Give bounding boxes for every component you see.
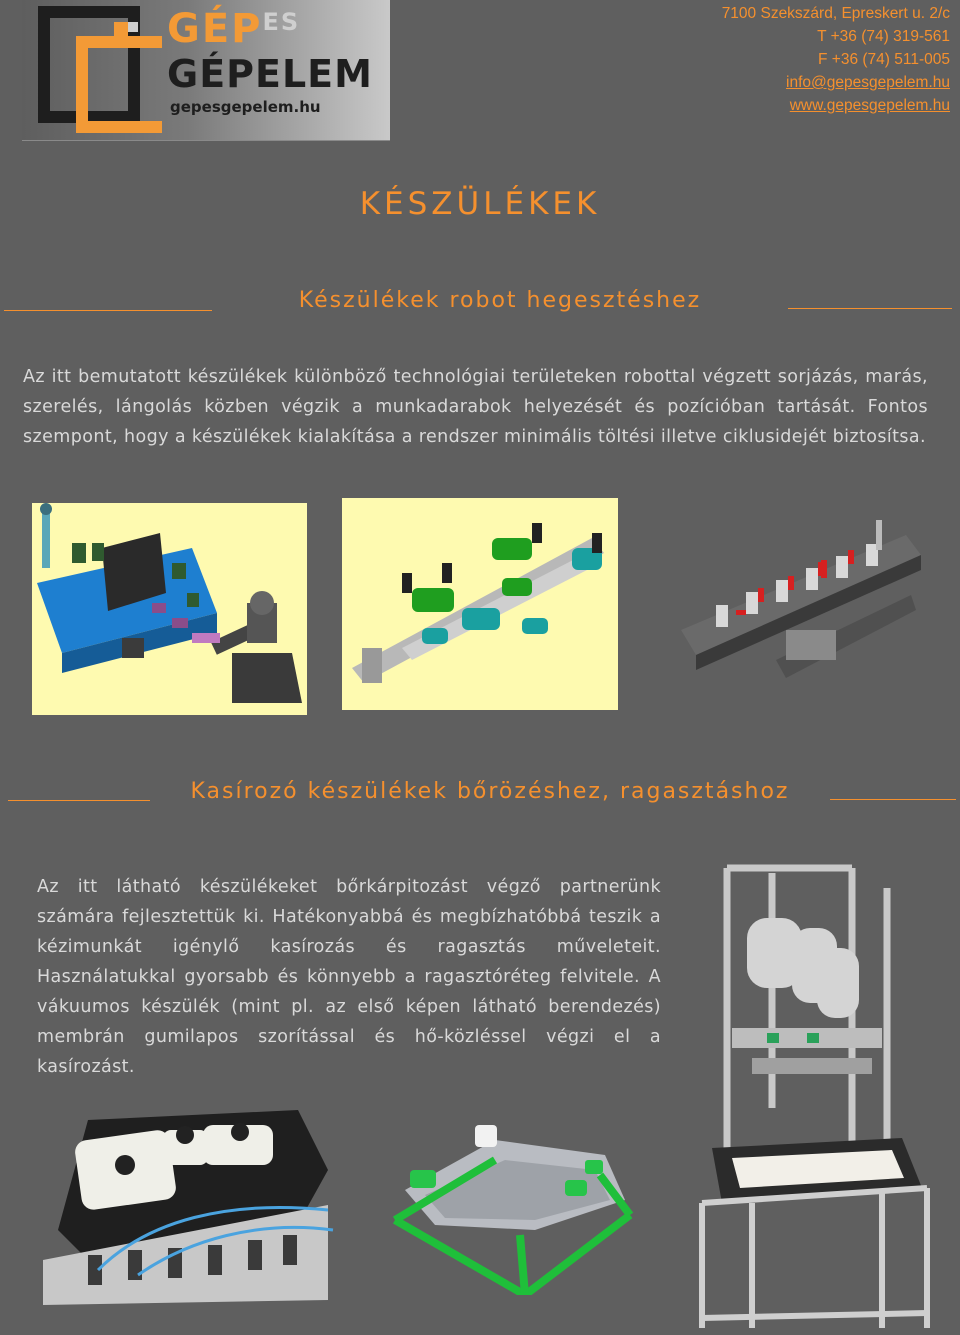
logo-mark-icon: [22, 0, 162, 140]
logo-url: gepesgepelem.hu: [170, 98, 321, 116]
contact-email-link[interactable]: info@gepesgepelem.hu: [786, 74, 950, 91]
logo-word-gepes: $GÉP^{ES}$: [167, 6, 301, 52]
pneumatic-press-frame-image: [692, 858, 942, 1330]
green-gluing-fixture-image: [385, 1120, 640, 1295]
welding-fixture-render-image: [342, 498, 618, 710]
vacuum-laminating-device-image: [28, 1110, 340, 1310]
contact-website-link[interactable]: www.gepesgepelem.hu: [789, 97, 950, 114]
contact-fax: F +36 (74) 511-005: [818, 51, 950, 68]
section-rule-right: [830, 799, 956, 800]
section-text-robot-welding: Az itt bemutatott készülékek különböző technológiai területeken robottal végzett sorjázás, marás, szerelés, lángolás közben végzik a munkadarabok helyezését és pozícióban tartását. Fontos szempont, hogy a készülékek kialakítása a rendszer minimális töltési illetve ciklusidejét biztosítsa.: [23, 367, 928, 447]
contact-address: 7100 Szekszárd, Epreskert u. 2/c: [721, 5, 950, 22]
section-title-robot-welding: Készülékek robot hegesztéshez: [298, 288, 702, 313]
section-rule-right: [788, 308, 952, 309]
contact-phone: T +36 (74) 319-561: [817, 28, 950, 45]
logo-word-gepelem: GÉPELEM: [167, 52, 373, 96]
page-title: KÉSZÜLÉKEK: [359, 186, 601, 222]
section-text-laminating: Az itt látható készülékeket bőrkárpitozást végző partnerünk számára fejlesztettük ki. Hatékonyabbá és megbízhatóbbá teszik a kézimunkát igénylő kasírozás és ragasztás műveleteit. Használatukkal gyorsabb és könnyebb a ragasztóréteg felvitele. A vákuumos készülék (mint pl. az első képen látható berendezés) membrán gumilapos szorítással és hő-közléssel végzi el a kasírozást.: [37, 877, 661, 1077]
contact-block: [722, 2, 950, 117]
company-logo: [22, 0, 390, 141]
welding-fixture-photo-image: [676, 510, 926, 692]
section-title-laminating: Kasírozó készülékek bőrözéshez, ragasztáshoz: [190, 779, 790, 804]
robot-welding-cell-image: [32, 503, 307, 715]
